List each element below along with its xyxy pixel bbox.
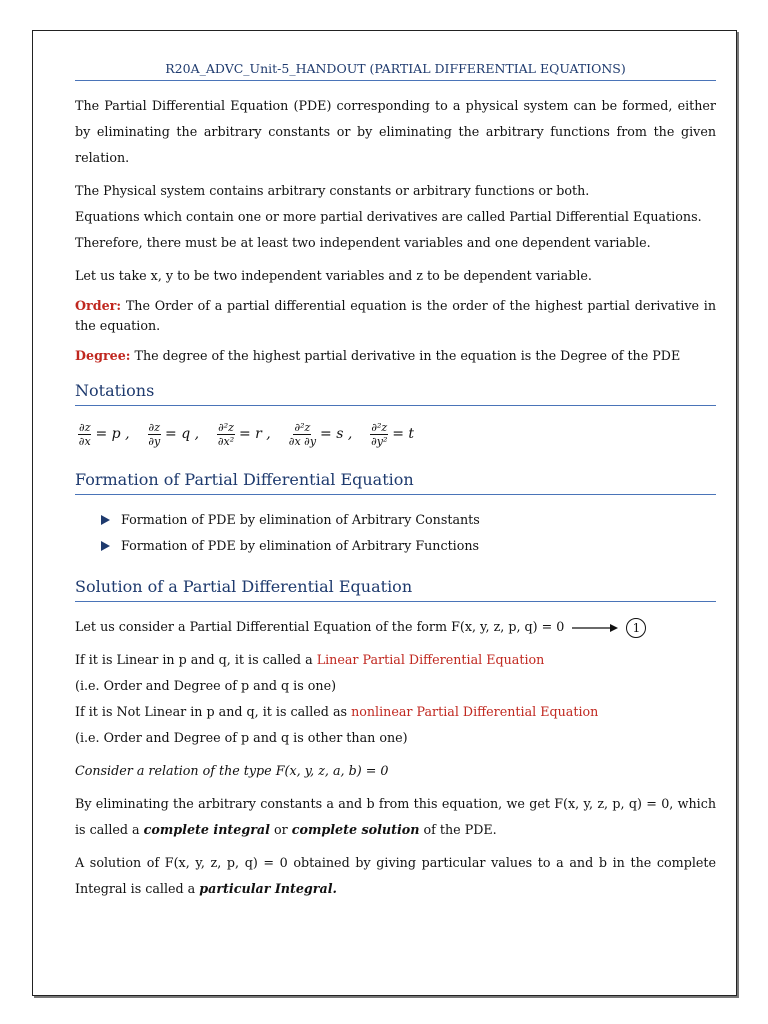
arrow-right-icon [572, 623, 618, 633]
consider-relation-line: Consider a relation of the type F(x, y, z, a, b) = 0 [75, 763, 389, 778]
formation-heading: Formation of Partial Differential Equation [75, 466, 716, 495]
linear-line: If it is Linear in p and q, it is called a Linear Partial Differential Equation [75, 652, 545, 667]
solution-heading: Solution of a Partial Differential Equation [75, 573, 716, 602]
degree-text: The degree of the highest partial derivative in the equation is the Degree of the PDE [130, 348, 681, 363]
intro-paragraph: The Partial Differential Equation (PDE) corresponding to a physical system can be formed, either by eliminating the arbitrary constants or by eliminating the arbitrary functions from the given relation. [75, 98, 716, 165]
formation-list [75, 507, 716, 559]
notation-p: $\frac{\partial z}{\partial x}$ = p , [78, 420, 130, 448]
order-definition [75, 296, 716, 336]
notation-s: $\frac{\text{∂²z}}{\partial x \partial y}$ = s , [288, 420, 353, 448]
notation-r: $\frac{\text{∂²z}}{\text{∂x²}}$ = r , [217, 420, 271, 448]
triangle-bullet-icon [101, 515, 110, 525]
linear-note: (i.e. Order and Degree of p and q is one) [75, 678, 337, 693]
pde-definition-line: Equations which contain one or more partial derivatives are called Partial Differential Equations. [75, 209, 702, 224]
list-item: Formation of PDE by elimination of Arbitrary Constants [101, 507, 716, 533]
triangle-bullet-icon [101, 541, 110, 551]
notation-q: $\frac{\partial z}{\partial y}$ = q , [148, 420, 200, 448]
page-header: R20A_ADVC_Unit-5_HANDOUT (PARTIAL DIFFERENTIAL EQUATIONS) [75, 58, 716, 81]
nonlinear-note: (i.e. Order and Degree of p and q is other than one) [75, 730, 408, 745]
particular-integral-paragraph: A solution of F(x, y, z, p, q) = 0 obtained by giving particular values to a and b in the complete Integral is called a particular Integral. [75, 855, 716, 896]
elimination-paragraph: By eliminating the arbitrary constants a and b from this equation, we get F(x, y, z, p, q) = 0, which is called a complete integral or complete solution of the PDE. [75, 796, 716, 837]
notations-row [75, 406, 716, 462]
consider-pde-line: Let us consider a Partial Differential Equation of the form F(x, y, z, p, q) = 0 1 [75, 614, 716, 640]
equation-number-badge: 1 [626, 618, 646, 638]
document-body [75, 58, 716, 902]
nonlinear-line: If it is Not Linear in p and q, it is called as nonlinear Partial Differential Equation [75, 704, 599, 719]
order-label: Order: [75, 298, 122, 313]
notations-heading: Notations [75, 377, 716, 406]
notation-t: $\frac{\text{∂²z}}{\text{∂y²}}$ = t [371, 420, 415, 448]
degree-label: Degree: [75, 348, 131, 363]
variables-requirement-line: Therefore, there must be at least two independent variables and one dependent variable. [75, 235, 651, 250]
list-item: Formation of PDE by elimination of Arbitrary Functions [101, 533, 716, 559]
degree-definition [75, 343, 716, 369]
physical-system-line: The Physical system contains arbitrary constants or arbitrary functions or both. [75, 183, 590, 198]
order-text: The Order of a partial differential equation is the order of the highest partial derivative in the equation. [75, 298, 716, 333]
variables-line: Let us take x, y to be two independent variables and z to be dependent variable. [75, 268, 592, 283]
